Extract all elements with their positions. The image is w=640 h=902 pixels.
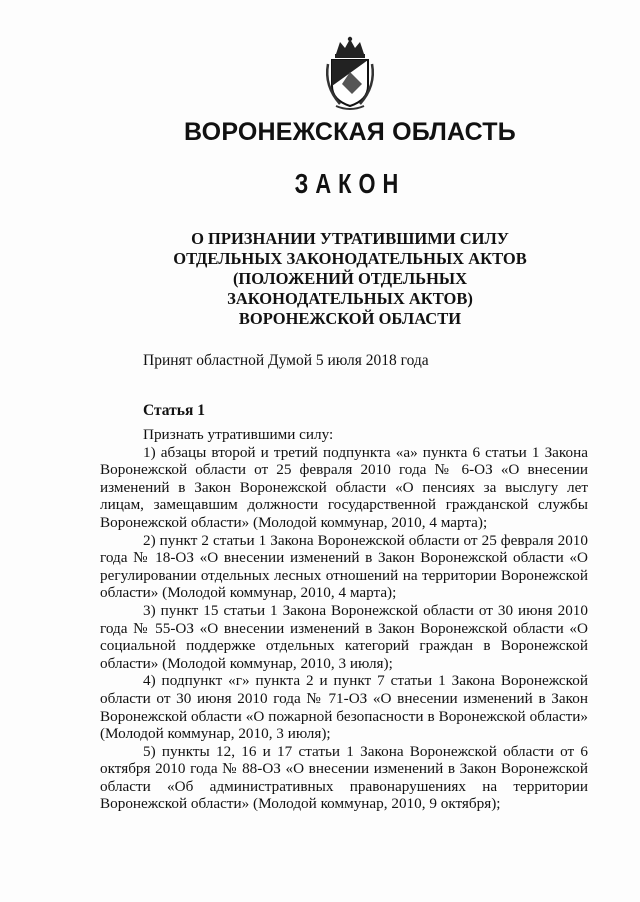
article-lead: Признать утратившими силу: <box>143 426 334 443</box>
region-name: ВОРОНЕЖСКАЯ ОБЛАСТЬ <box>184 118 516 146</box>
law-title-line: О ПРИЗНАНИИ УТРАТИВШИМИ СИЛУ <box>191 229 509 248</box>
law-title-line: ВОРОНЕЖСКОЙ ОБЛАСТИ <box>238 309 462 328</box>
article-item: 2) пункт 2 статьи 1 Закона Воронежской области от 25 февраля 2010 года № 18-ОЗ «О внесении изменений в Закон Воронежской области «О регулировании отдельных лесных отношений на территории Воронежской области» (Молодой коммунар, 2010, 4 марта); <box>100 531 588 602</box>
document-type: ЗАКОН <box>294 168 406 199</box>
law-title-line: ОТДЕЛЬНЫХ ЗАКОНОДАТЕЛЬНЫХ АКТОВ <box>173 249 527 268</box>
adoption-statement: Принят областной Думой 5 июля 2018 года <box>143 352 429 369</box>
law-title-line: ЗАКОНОДАТЕЛЬНЫХ АКТОВ) <box>227 289 473 308</box>
article-item: 3) пункт 15 статьи 1 Закона Воронежской области от 30 июня 2010 года № 55-ОЗ «О внесении изменений в Закон Воронежской области «О социальной поддержке отдельных категорий граждан в Воронежской области» (Молодой коммунар, 2010, 3 июля); <box>100 601 588 672</box>
article-heading: Статья 1 <box>143 402 205 419</box>
article-body <box>100 426 588 813</box>
coat-of-arms-icon <box>322 36 378 112</box>
law-title-line: (ПОЛОЖЕНИЙ ОТДЕЛЬНЫХ <box>232 269 468 288</box>
article-item: 1) абзацы второй и третий подпункта «а» пункта 6 статьи 1 Закона Воронежской области от 25 февраля 2010 года № 6-ОЗ «О внесении изменений в Закон Воронежской области «О пенсиях за выслугу лет лицам, замещавшим должности государственной гражданской службы Воронежской области» (Молодой коммунар, 2010, 4 марта); <box>100 443 588 531</box>
law-title <box>150 229 550 329</box>
article-item: 4) подпункт «г» пункта 2 и пункт 7 статьи 1 Закона Воронежской области от 30 июня 2010 года № 71-ОЗ «О внесении изменений в Закон Воронежской области «О пожарной безопасности в Воронежской области» (Молодой коммунар, 2010, 3 июля); <box>100 672 588 743</box>
article-item: 5) пункты 12, 16 и 17 статьи 1 Закона Воронежской области от 6 октября 2010 года № 88-ОЗ «О внесении изменений в Закон Воронежской области «Об административных правонарушениях на территории Воронежской области» (Молодой коммунар, 2010, 9 октября); <box>100 742 588 813</box>
